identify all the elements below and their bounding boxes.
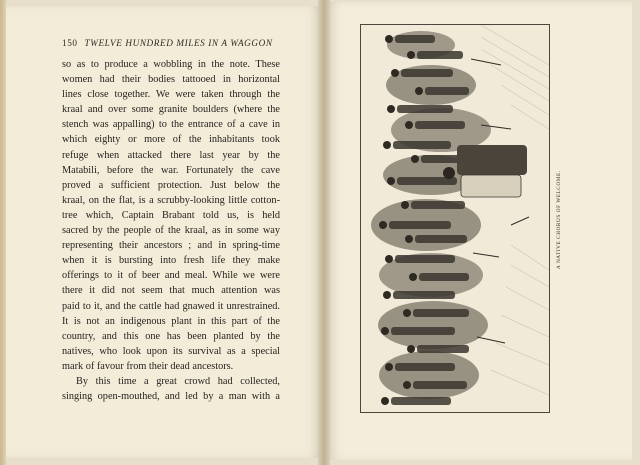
text-line: representing their ancestors ; and in spring-time [62,240,280,252]
plate-caption: A NATIVE CHORUS OF WELCOME. [556,170,562,270]
text-line: singing open-mouthed, and led by a man with a [62,391,280,403]
text-line: By this time a great crowd had collected, [76,375,280,387]
text-line: natives, who look upon its survival as a special [62,345,280,357]
text-line: tree which, Captain Brabant told us, is held [62,209,280,221]
text-line: It is not an indigenous plant in this part of the [62,315,280,327]
text-line: women had their bodies tattooed in horizontal [62,74,280,86]
running-title: TWELVE HUNDRED MILES IN A WAGGON [84,38,273,48]
text-line: offerings to it of beer and meal. While we were [62,270,280,282]
text-line: Matabili, before the war. Fortunately the cave [62,164,280,176]
text-line: paid to it, and the cattle had gnawed it unrestrained. [62,300,280,312]
text-line: country, and this one has been planted by the [62,330,280,342]
text-line: there it did not seem that much attention was [62,285,280,297]
crowd-engraving [361,25,549,412]
text-line: when it is bursting into fresh life they make [62,255,280,267]
text-line: lines close together. We were taken through the [62,89,280,101]
text-line: which eighty or more of the inhabitants took [62,134,280,146]
text-line: stench was appalling) to the entrance of a cave in [62,119,280,131]
engraving-plate [360,24,550,413]
page-number: 150 [62,38,78,48]
body-text [62,57,280,404]
running-header [62,38,273,48]
text-line: refuge when attacked there last year by the [62,149,280,161]
text-line: kraal and over some granite boulders (where the [62,104,280,116]
text-line: mark of favour from their dead ancestors. [62,360,234,372]
text-line: so as to produce a wobbling in the note. These [62,59,280,70]
book-gutter [318,0,330,465]
text-line: proved a sufficient protection. Just below the [62,179,280,191]
text-line: kraal, on the flat, is a scrubby-looking little cotton- [62,194,280,206]
text-line: sacred by the people of the kraal, as in some way [62,225,280,237]
